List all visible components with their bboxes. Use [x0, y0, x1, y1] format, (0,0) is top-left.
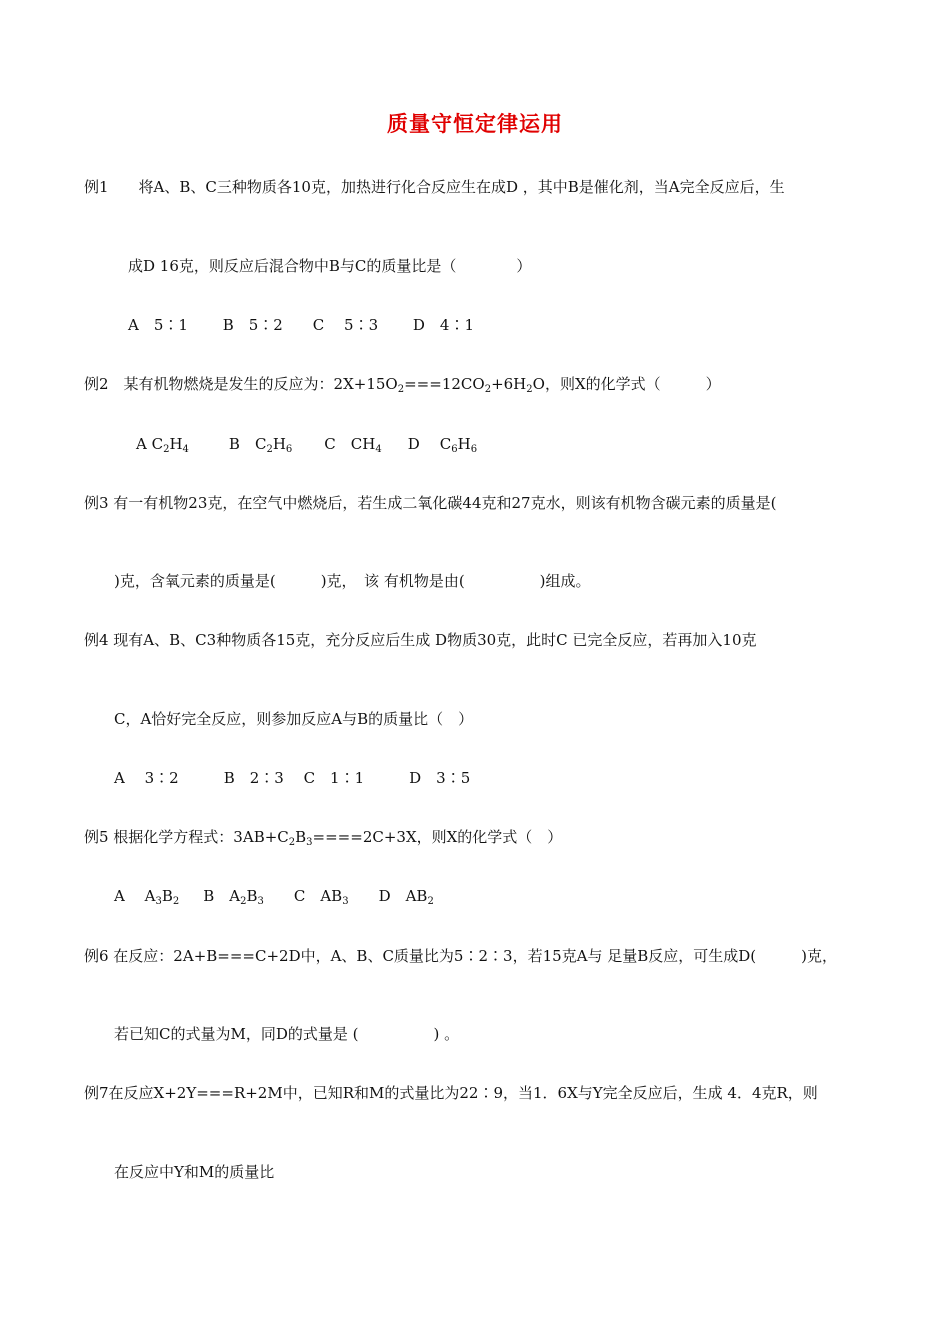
- example-1-options: A 5∶1 B 5∶2 C 5∶3 D 4∶1: [128, 316, 475, 334]
- example-2-option-a: A $C_2H_4$: [136, 435, 189, 455]
- example-6-line-2: 若已知C的式量为M，同D的式量是 ( ) 。: [114, 1025, 460, 1043]
- example-5-sub-1: 2: [288, 837, 296, 848]
- example-2-sub-2: 2: [484, 384, 492, 395]
- example-3-line-1: 例3 有一有机物23克，在空气中燃烧后，若生成二氧化碳44克和27克水，则该有机物含碳元素的质量是(: [84, 494, 777, 512]
- example-4-options: A 3∶2 B 2∶3 C 1∶1 D 3∶5: [114, 769, 471, 787]
- example-5-sub-2: 3: [306, 837, 313, 848]
- example-5-options: [114, 886, 434, 906]
- example-2-mid-2: +6H: [491, 375, 527, 393]
- example-5-suffix: ====2C+3X，则X的化学式（ ）: [312, 828, 563, 846]
- example-7-line-2: 在反应中Y和M的质量比: [114, 1163, 275, 1181]
- example-6-line-1: 例6 在反应：2A+B===C+2D中，A、B、C质量比为5∶2∶3，若15克A与 足量B反应，可生成D( )克，: [84, 947, 838, 965]
- example-3-line-2: )克，含氧元素的质量是( )克， 该 有机物是由( )组成。: [114, 572, 591, 590]
- example-2-options: [136, 434, 477, 454]
- example-5-option-d: D $AB_2$: [378, 887, 434, 907]
- example-7-line-1: 例7在反应X+2Y===R+2M中，已知R和M的式量比为22∶9，当1．6X与Y完全反应后，生成 4．4克R，则: [84, 1084, 818, 1102]
- example-2-suffix: O，则X的化学式（ ）: [532, 375, 721, 393]
- example-4-line-1: 例4 现有A、B、C3种物质各15克，充分反应后生成 D物质30克，此时C 已完全反应，若再加入10克: [84, 631, 757, 649]
- example-2-sub-1: 2: [397, 384, 405, 395]
- example-5-option-c: C $AB_3$: [293, 887, 349, 907]
- example-2-option-c: C $CH_4$: [324, 435, 382, 455]
- example-2-prefix: 例2 某有机物燃烧是发生的反应为：2X+15O: [84, 375, 398, 393]
- example-2-option-b: B $C_2H_6$: [228, 435, 293, 455]
- example-5-option-a: A $A_3B_2$: [114, 887, 180, 907]
- example-2-sub-3: 2: [526, 384, 533, 395]
- example-1-line-2: 成D 16克，则反应后混合物中B与C的质量比是（ ）: [128, 257, 532, 275]
- example-5-prefix: 例5 根据化学方程式：3AB+C: [84, 828, 289, 846]
- example-4-line-2: C，A恰好完全反应，则参加反应A与B的质量比（ ）: [114, 710, 474, 728]
- example-5-option-b: B $A_2B_3$: [203, 887, 264, 907]
- example-2-option-d: D $C_6H_6$: [407, 435, 478, 455]
- example-2-question: [84, 374, 721, 394]
- example-5-mid: B: [295, 828, 307, 846]
- document-title: 质量守恒定律运用: [387, 112, 563, 136]
- example-2-mid-1: ===12CO: [404, 375, 485, 393]
- example-5-question: [84, 827, 562, 847]
- example-1-line-1: 例1 将A、B、C三种物质各10克，加热进行化合反应生在成D ，其中B是催化剂，当A完全反应后，生: [84, 178, 785, 196]
